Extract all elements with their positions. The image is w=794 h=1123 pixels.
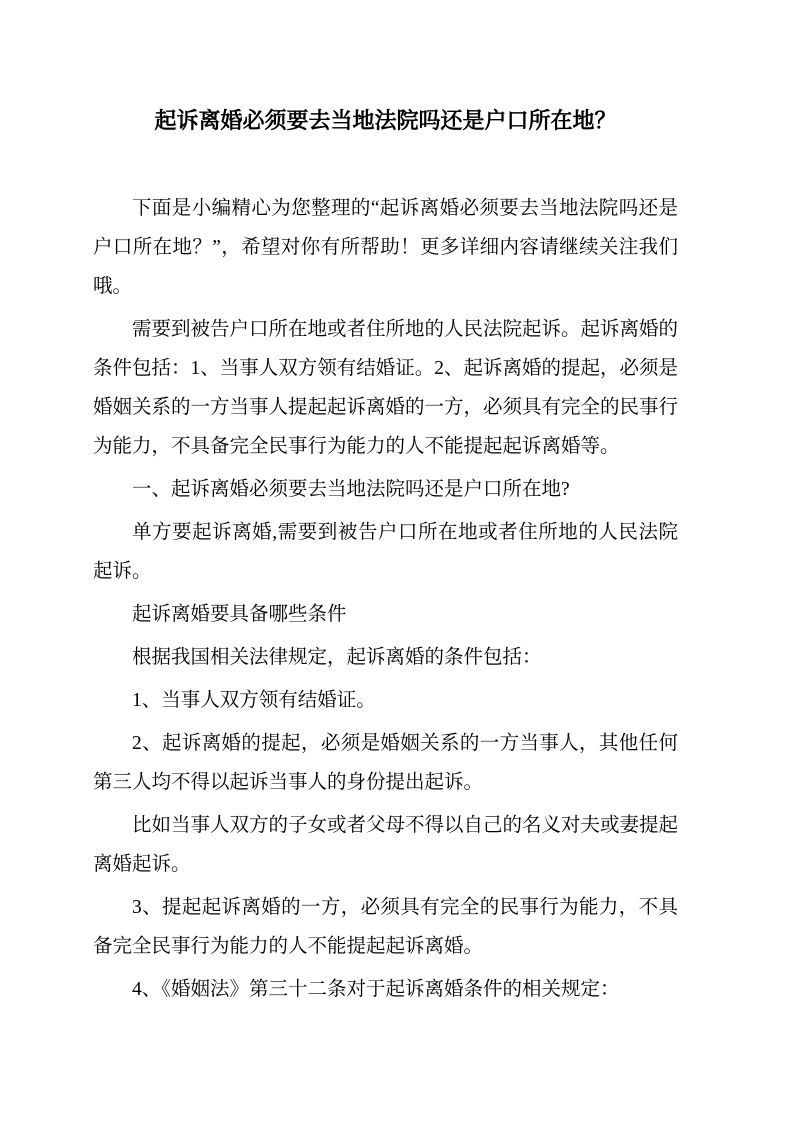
paragraph: 根据我国相关法律规定，起诉离婚的条件包括： [132,647,542,668]
paragraph: 需要到被告户口所在地或者住所地的人民法院起诉。起诉离婚的条件包括：1、当事人双方领有结婚证。2、起诉离婚的提起，必须是婚姻关系的一方当事人提起起诉离婚的一方，必须具有完全的民事行为能力，不具备完全民事行为能力的人不能提起起诉离婚等。 [93,319,679,457]
paragraph: 起诉离婚要具备哪些条件 [132,604,347,625]
document-body [93,189,678,1009]
paragraph: 2、起诉离婚的提起，必须是婚姻关系的一方当事人，其他任何第三人均不得以起诉当事人的身份提出起诉。 [93,733,678,793]
paragraph: 比如当事人双方的子女或者父母不得以自己的名义对夫或妻提起离婚起诉。 [93,815,679,875]
document-title: 起诉离婚必须要去当地法院吗还是户口所在地？ [154,108,617,133]
paragraph: 单方要起诉离婚,需要到被告户口所在地或者住所地的人民法院起诉。 [93,522,678,582]
paragraph: 下面是小编精心为您整理的“起诉离婚必须要去当地法院吗还是户口所在地？”，希望对你有所帮助！更多详细内容请继续关注我们哦。 [93,198,678,297]
paragraph: 1、当事人双方领有结婚证。 [132,690,376,711]
paragraph: 3、提起起诉离婚的一方，必须具有完全的民事行为能力，不具备完全民事行为能力的人不能提起起诉离婚。 [93,897,678,957]
paragraph: 4、《婚姻法》第三十二条对于起诉离婚条件的相关规定： [132,979,620,1000]
paragraph: 一、起诉离婚必须要去当地法院吗还是户口所在地? [132,479,570,500]
